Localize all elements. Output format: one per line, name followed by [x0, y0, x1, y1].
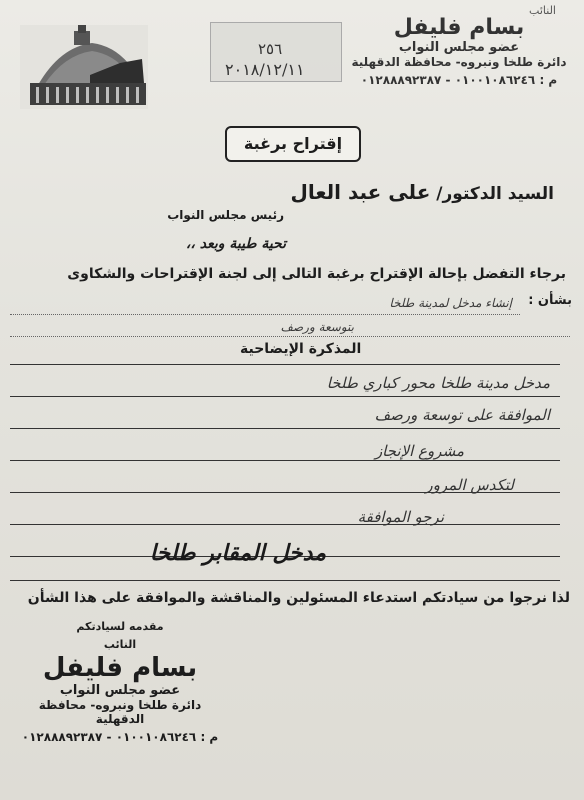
memo-line-5: نرجو الموافقة: [357, 508, 444, 526]
letterhead-deputy-title: النائب: [529, 4, 556, 17]
ruled-line: [10, 524, 560, 525]
stamp-date: ٢٠١٨/١٢/١١: [225, 60, 305, 79]
document-title: إقتراح برغبة: [225, 126, 361, 162]
letterhead: [344, 4, 574, 87]
signature-block: [20, 620, 220, 744]
addressee-name: على عبد العال: [290, 180, 431, 204]
signature-name: بسام فليفل: [42, 653, 198, 683]
addressee-role: رئيس مجلس النواب: [167, 208, 284, 222]
signature-deputy-title: النائب: [103, 638, 137, 651]
ruled-line: [10, 428, 560, 429]
letterhead-phones: م : ٠١٠٠١٠٨٦٢٤٦ - ٠١٢٨٨٨٩٢٣٨٧: [360, 73, 558, 87]
signature-district: دائرة طلخا ونبروه- محافظة الدقهلية: [38, 698, 202, 726]
memo-line-4: لتكدس المرور: [425, 476, 514, 494]
memo-line-2: الموافقة على توسعة ورصف: [374, 406, 550, 424]
ruled-line: [10, 364, 560, 365]
memo-line-1: مدخل مدينة طلخا محور كباري طلخا: [326, 374, 550, 392]
presented-by: مقدمه لسيادتكم: [76, 620, 164, 633]
ruled-line: [10, 460, 560, 461]
letterhead-member-title: عضو مجلس النواب: [398, 40, 520, 55]
memo-line-3: مشروع الإنجاز: [374, 442, 464, 460]
handwritten-final-line: مدخل المقابر طلخا: [149, 540, 326, 566]
subject-dotted-line-1: [10, 314, 520, 315]
memo-heading: المذكرة الإيضاحية: [240, 341, 362, 357]
subject-label: بشأن :: [528, 293, 572, 308]
signature-phones: م : ٠١٠٠١٠٨٦٢٤٦ - ٠١٢٨٨٨٩٢٣٨٧: [21, 730, 219, 744]
subject-dotted-line-2: [10, 336, 570, 337]
ruled-line: [10, 396, 560, 397]
closing-text: لذا نرجوا من سيادتكم استدعاء المسئولين والمناقشة والموافقة على هذا الشأن: [27, 590, 570, 606]
letterhead-name: بسام فليفل: [393, 15, 525, 40]
parliament-building-icon: [20, 25, 148, 109]
greeting: تحية طيبة وبعد ،،: [185, 236, 286, 252]
signature-member-title: عضو مجلس النواب: [59, 683, 181, 698]
letterhead-district: دائرة طلخا ونبروه- محافظة الدقهلية: [351, 55, 567, 69]
addressee-prefix: السيد الدكتور/: [436, 184, 554, 204]
stamp-number: ٢٥٦: [258, 40, 283, 58]
ruled-line: [10, 580, 560, 581]
addressee: [290, 180, 554, 204]
subject-handwritten-2: بتوسعة ورصف: [280, 320, 354, 334]
request-line: برجاء التفضل بإحالة الإقتراح برغبة التالى إلى لجنة الإقتراحات والشكاوى: [67, 266, 566, 282]
subject-handwritten-1: إنشاء مدخل لمدينة طلخا: [389, 296, 512, 310]
